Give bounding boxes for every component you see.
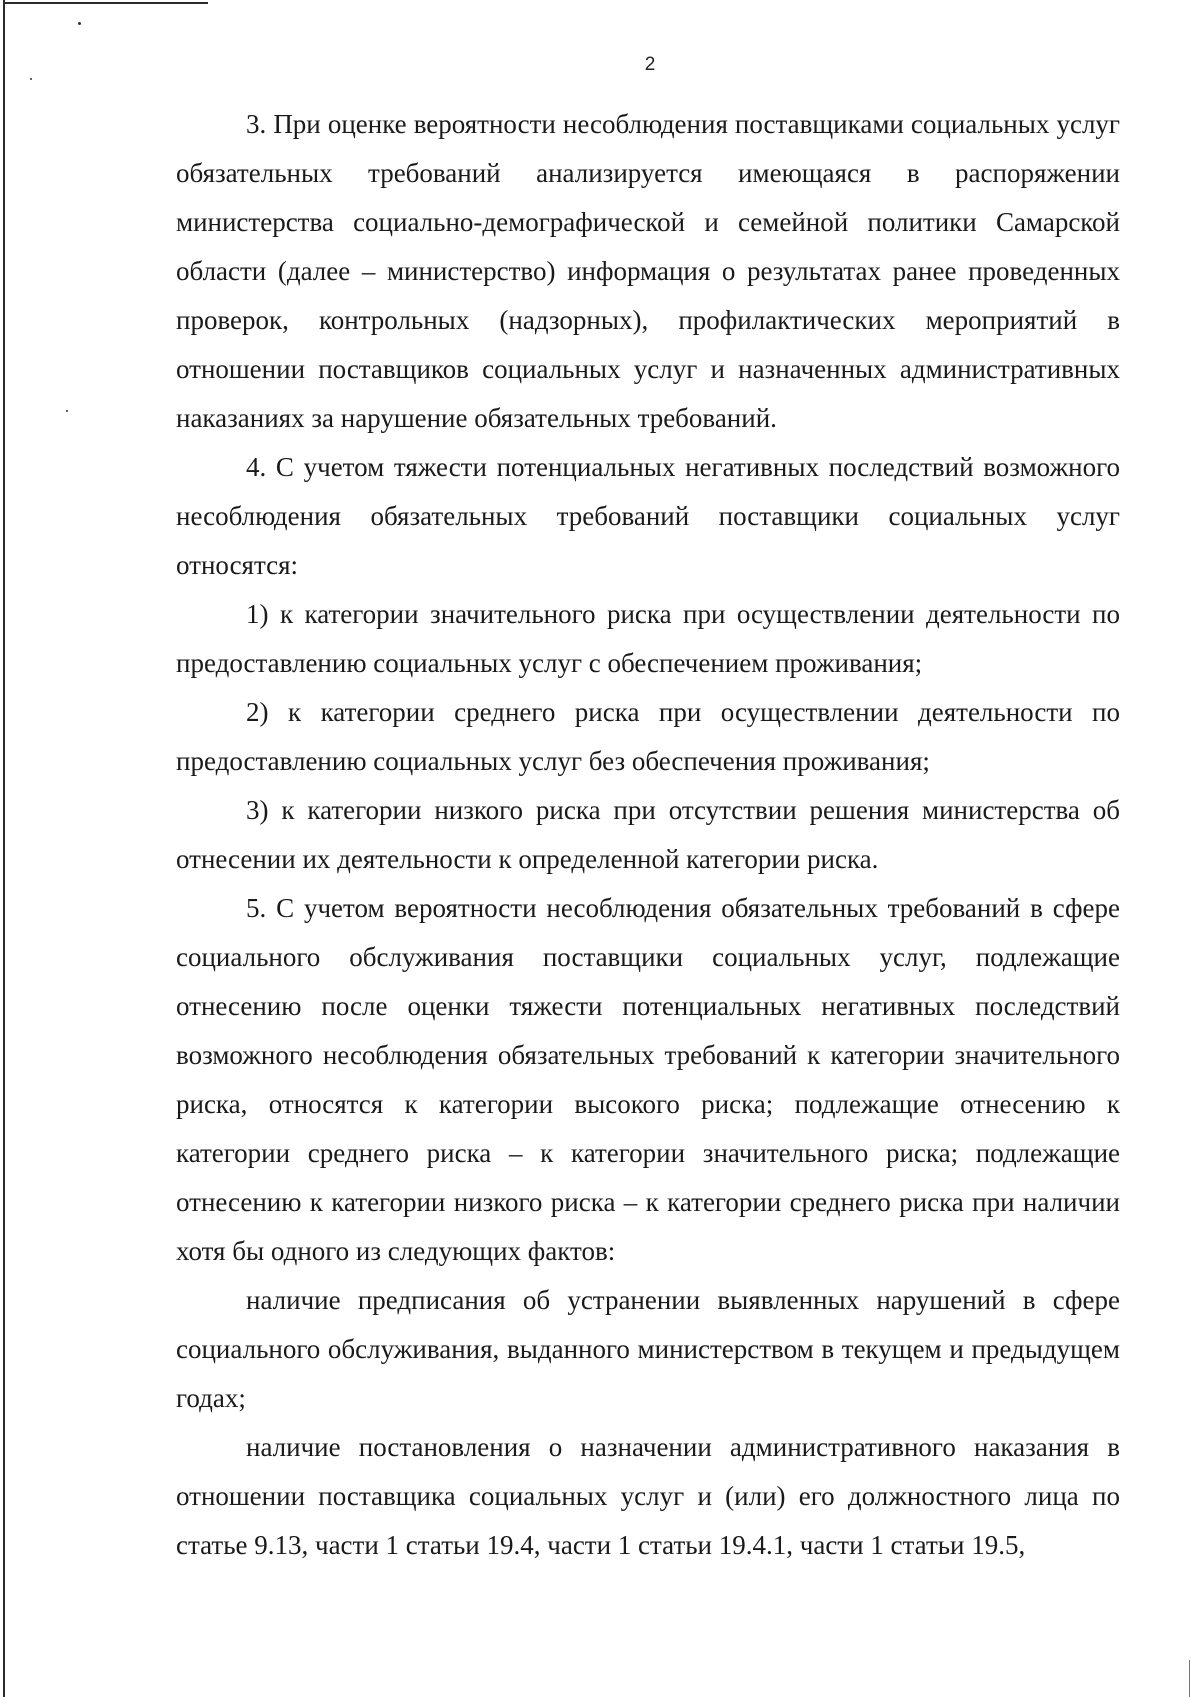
paragraph-4-item-2: 2) к категории среднего риска при осуществлении деятельности по предоставлению социальных услуг без обеспечения проживания; (176, 697, 1120, 776)
paragraph-4-item-1: 1) к категории значительного риска при осуществлении деятельности по предоставлению социальных услуг с обеспечением проживания; (176, 599, 1120, 678)
page-number: 2 (644, 54, 656, 75)
document-body (176, 100, 1120, 1570)
scan-speck (78, 22, 81, 25)
paragraph-4-item-3: 3) к категории низкого риска при отсутствии решения министерства об отнесении их деятельности к определенной категории риска. (176, 795, 1120, 874)
scan-border-left (3, 0, 5, 1697)
scan-border-top (3, 2, 208, 4)
paragraph-5: 5. С учетом вероятности несоблюдения обязательных требований в сфере социального обслуживания поставщики социальных услуг, подлежащие отнесению после оценки тяжести потенциальных негативных последствий возможного несоблюдения обязательных требований к категории значительного риска, относятся к категории высокого риска; подлежащие отнесению к категории среднего риска – к категории значительного риска; подлежащие отнесению к категории низкого риска – к категории среднего риска при наличии хотя бы одного из следующих фактов: (176, 893, 1120, 1266)
paragraph-4: 4. С учетом тяжести потенциальных негативных последствий возможного несоблюдения обязательных требований поставщики социальных услуг относятся: (176, 452, 1120, 580)
paragraph-3: 3. При оценке вероятности несоблюдения поставщиками социальных услуг обязательных требований анализируется имеющаяся в распоряжении министерства социально-демографической и семейной политики Самарской области (далее – министерство) информация о результатах ранее проведенных проверок, контрольных (надзорных), профилактических мероприятий в отношении поставщиков социальных услуг и назначенных административных наказаниях за нарушение обязательных требований. (176, 109, 1120, 433)
scan-speck (30, 78, 32, 80)
fact-administrative-penalty: наличие постановления о назначении административного наказания в отношении поставщика социальных услуг и (или) его должностного лица по статье 9.13, части 1 статьи 19.4, части 1 статьи 19.4.1, части 1 статьи 19.5, (176, 1432, 1120, 1560)
scan-speck (66, 410, 68, 412)
scan-border-right (1189, 1660, 1190, 1697)
fact-prescription: наличие предписания об устранении выявленных нарушений в сфере социального обслуживания, выданного министерством в текущем и предыдущем годах; (176, 1285, 1120, 1413)
